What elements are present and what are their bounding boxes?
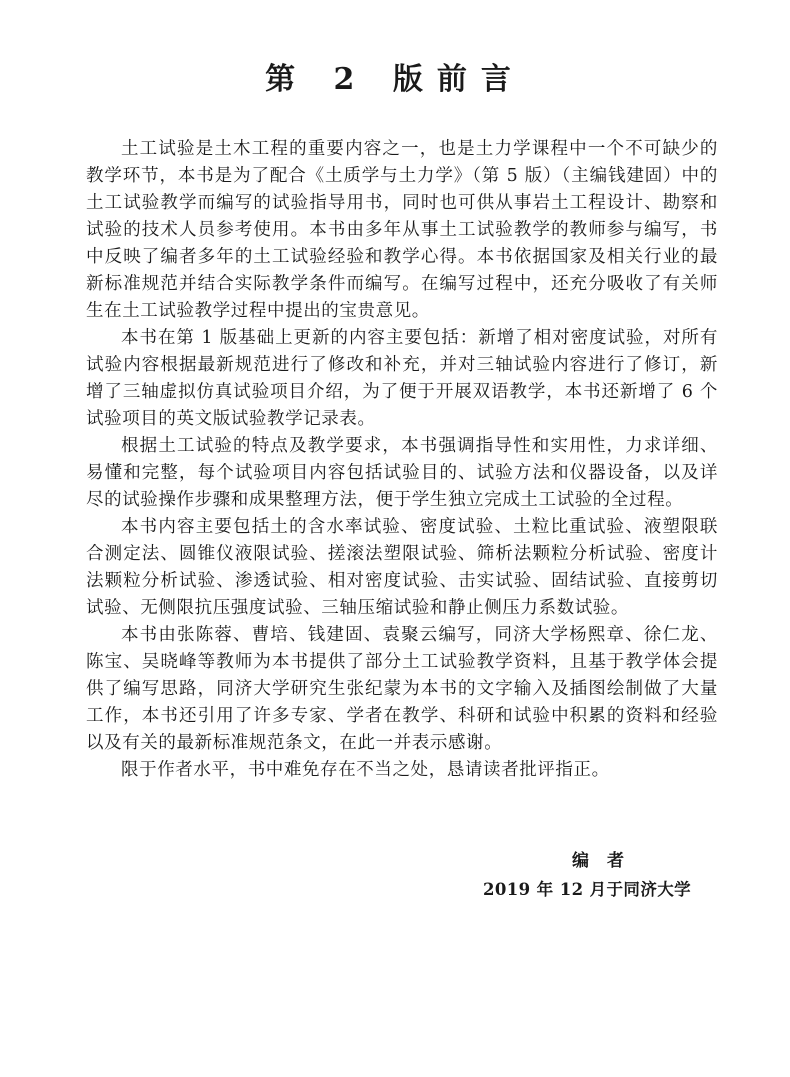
- paragraph-contents: 本书内容主要包括土的含水率试验、密度试验、土粒比重试验、液塑限联合测定法、圆锥仪液限试验、搓滚法塑限试验、筛析法颗粒分析试验、密度计法颗粒分析试验、渗透试验、相对密度试验、击实试验、固结试验、直接剪切试验、无侧限抗压强度试验、三轴压缩试验和静止侧压力系数试验。: [86, 517, 718, 618]
- signature-author: 编者: [572, 851, 642, 871]
- paragraph-intro: 土工试验是土木工程的重要内容之一，也是土力学课程中一个不可缺少的教学环节，本书是为了配合《土质学与土力学》（第 5 版）（主编钱建固）中的土工试验教学而编写的试验指导用书，同时也可供从事岩土工程设计、勘察和试验的技术人员参考使用。本书由多年从事土工试验教学的教师参与编写，书中反映了编者多年的土工试验经验和教学心得。本书依据国家及相关行业的最新标准规范并结合实际教学条件而编写。在编写过程中，还充分吸收了有关师生在土工试验教学过程中提出的宝贵意见。: [86, 139, 718, 321]
- signature-date: 2019 年 12 月于同济大学: [483, 880, 692, 899]
- paragraph-disclaimer: 限于作者水平，书中难免存在不当之处，恳请读者批评指正。: [121, 760, 610, 780]
- paragraph-updates: 本书在第 1 版基础上更新的内容主要包括：新增了相对密度试验，对所有试验内容根据最新规范进行了修改和补充，并对三轴试验内容进行了修订，新增了三轴虚拟仿真试验项目介绍，为了便于开展双语教学，本书还新增了 6 个试验项目的英文版试验教学记录表。: [86, 328, 718, 429]
- paragraph-features: 根据土工试验的特点及教学要求，本书强调指导性和实用性，力求详细、易懂和完整，每个试验项目内容包括试验目的、试验方法和仪器设备，以及详尽的试验操作步骤和成果整理方法，便于学生独立完成土工试验的全过程。: [86, 436, 718, 510]
- page-title: 第 2 版前言: [265, 62, 525, 97]
- paragraph-acknowledgements: 本书由张陈蓉、曹培、钱建固、袁聚云编写，同济大学杨熙章、徐仁龙、陈宝、吴晓峰等教师为本书提供了部分土工试验教学资料，且基于教学体会提供了编写思路，同济大学研究生张纪蒙为本书的文字输入及插图绘制做了大量工作，本书还引用了许多专家、学者在教学、科研和试验中积累的资料和经验以及有关的最新标准规范条文，在此一并表示感谢。: [86, 625, 718, 753]
- preface-body: [86, 136, 718, 784]
